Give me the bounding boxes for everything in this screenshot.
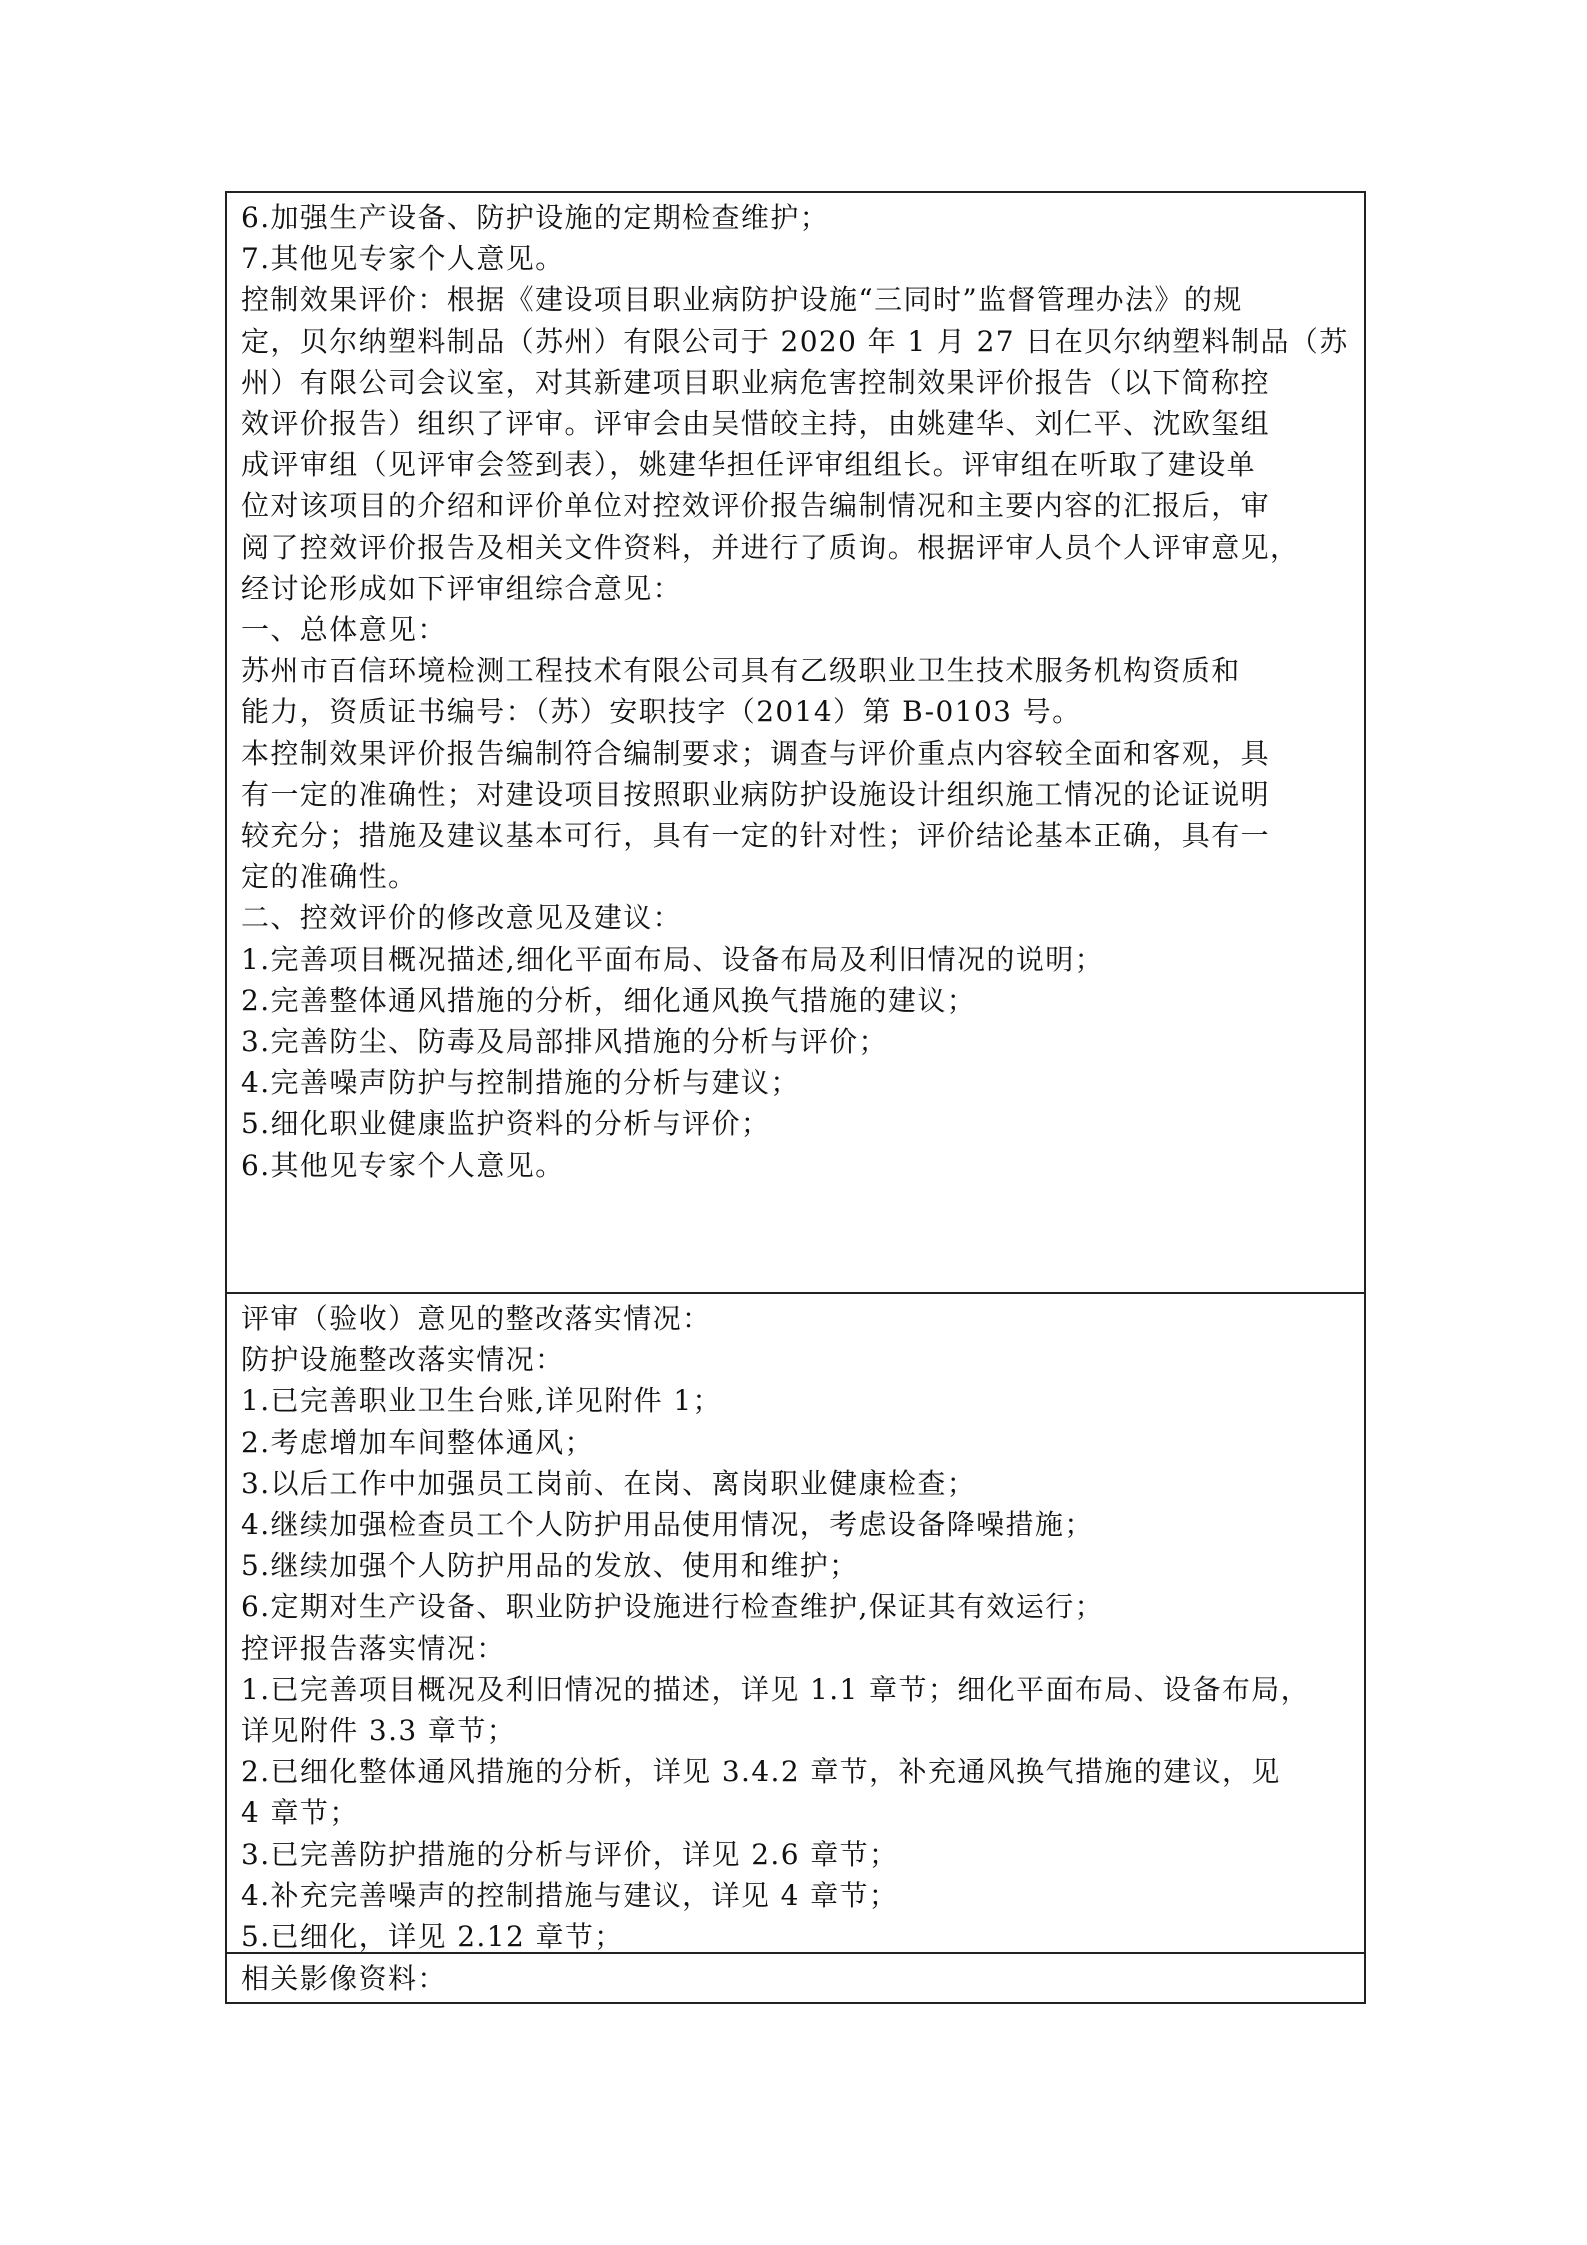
- opinion-table: [225, 191, 1366, 2004]
- report-line: 4.补充完善噪声的控制措施与建议，详见 4 章节；: [241, 1878, 899, 1912]
- protection-heading: 防护设施整改落实情况：: [241, 1343, 565, 1377]
- paragraph-line: 效评价报告）组织了评审。评审会由吴惜皎主持，由姚建华、刘仁平、沈欧玺组: [241, 407, 1271, 441]
- review-opinion-cell: [227, 193, 1364, 1294]
- report-line: 详见附件 3.3 章节；: [241, 1714, 517, 1748]
- text-line: 7.其他见专家个人意见。: [241, 242, 565, 276]
- paragraph-line: 阅了控效评价报告及相关文件资料，并进行了质询。根据评审人员个人评审意见，: [241, 530, 1300, 564]
- revision-item: 1.完善项目概况描述,细化平面布局、设备布局及利旧情况的说明；: [241, 942, 1105, 976]
- overall-opinion-heading: 一、总体意见：: [241, 613, 447, 647]
- protection-item: 4.继续加强检查员工个人防护用品使用情况，考虑设备降噪措施；: [241, 1508, 1094, 1542]
- paragraph-line: 成评审组（见评审会签到表），姚建华担任评审组组长。评审组在听取了建设单: [241, 448, 1257, 482]
- protection-item: 2.考虑增加车间整体通风；: [241, 1425, 594, 1459]
- protection-item: 1.已完善职业卫生台账,详见附件 1；: [241, 1384, 722, 1418]
- text-line: 6.加强生产设备、防护设施的定期检查维护；: [241, 201, 830, 234]
- report-line: 5.已细化，详见 2.12 章节；: [241, 1920, 624, 1954]
- report-heading: 控评报告落实情况：: [241, 1631, 506, 1665]
- overall-opinion-line: 能力，资质证书编号：（苏）安职技字（2014）第 B-0103 号。: [241, 695, 1082, 729]
- rectification-cell: [227, 1294, 1364, 1954]
- revision-item: 6.其他见专家个人意见。: [241, 1148, 565, 1182]
- paragraph-line: 位对该项目的介绍和评价单位对控效评价报告编制情况和主要内容的汇报后，审: [241, 489, 1271, 523]
- paragraph-line: 州）有限公司会议室，对其新建项目职业病危害控制效果评价报告（以下简称控: [241, 365, 1271, 399]
- revision-item: 3.完善防尘、防毒及局部排风措施的分析与评价；: [241, 1025, 888, 1059]
- revision-heading: 二、控效评价的修改意见及建议：: [241, 901, 683, 935]
- revision-item: 2.完善整体通风措施的分析，细化通风换气措施的建议；: [241, 983, 977, 1017]
- protection-item: 5.继续加强个人防护用品的发放、使用和维护；: [241, 1549, 859, 1583]
- report-line: 2.已细化整体通风措施的分析，详见 3.4.2 章节，补充通风换气措施的建议，见: [241, 1755, 1281, 1789]
- images-heading: 相关影像资料：: [241, 1962, 447, 1995]
- paragraph-line: 定，贝尔纳塑料制品（苏州）有限公司于 2020 年 1 月 27 日在贝尔纳塑料制品（苏: [241, 324, 1349, 358]
- paragraph-line: 经讨论形成如下评审组综合意见：: [241, 571, 683, 605]
- protection-item: 6.定期对生产设备、职业防护设施进行检查维护,保证其有效运行；: [241, 1590, 1105, 1624]
- overall-opinion-line: 本控制效果评价报告编制符合编制要求；调查与评价重点内容较全面和客观，具: [241, 736, 1271, 770]
- rectification-heading: 评审（验收）意见的整改落实情况：: [241, 1302, 712, 1335]
- report-line: 3.已完善防护措施的分析与评价，详见 2.6 章节；: [241, 1837, 899, 1871]
- report-line: 4 章节；: [241, 1796, 359, 1830]
- overall-opinion-line: 苏州市百信环境检测工程技术有限公司具有乙级职业卫生技术服务机构资质和: [241, 654, 1241, 688]
- overall-opinion-line: 较充分；措施及建议基本可行，具有一定的针对性；评价结论基本正确，具有一: [241, 819, 1271, 853]
- revision-item: 4.完善噪声防护与控制措施的分析与建议；: [241, 1066, 800, 1100]
- images-cell: [227, 1954, 1364, 2002]
- overall-opinion-line: 定的准确性。: [241, 860, 418, 894]
- report-line: 1.已完善项目概况及利旧情况的描述，详见 1.1 章节；细化平面布局、设备布局，: [241, 1672, 1311, 1706]
- revision-item: 5.细化职业健康监护资料的分析与评价；: [241, 1107, 771, 1141]
- paragraph-line: 控制效果评价：根据《建设项目职业病防护设施“三同时”监督管理办法》的规: [241, 283, 1243, 317]
- protection-item: 3.以后工作中加强员工岗前、在岗、离岗职业健康检查；: [241, 1466, 977, 1500]
- overall-opinion-line: 有一定的准确性；对建设项目按照职业病防护设施设计组织施工情况的论证说明: [241, 777, 1271, 811]
